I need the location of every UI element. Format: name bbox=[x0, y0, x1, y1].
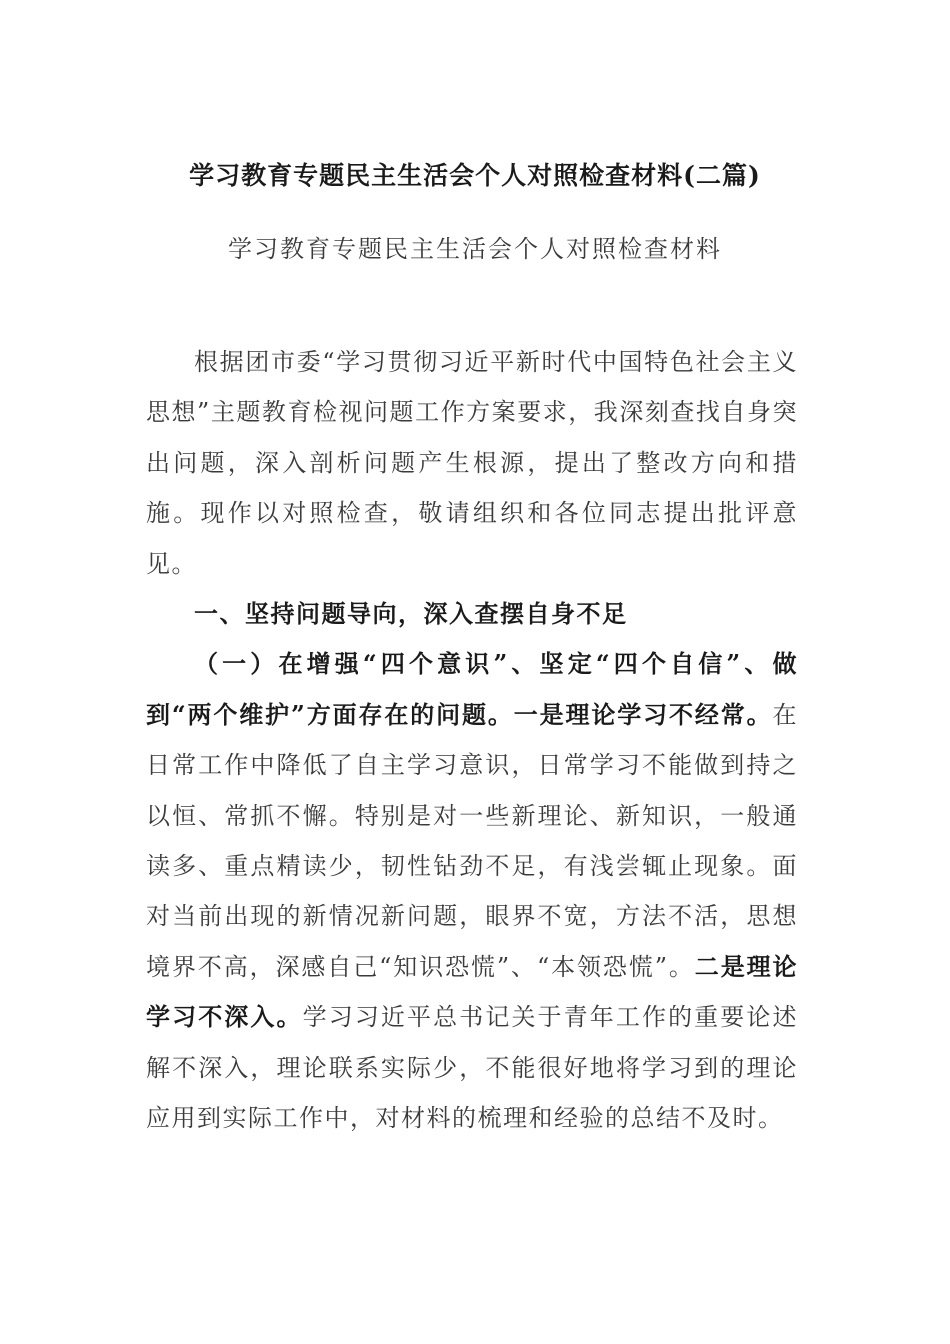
document-subtitle: 学习教育专题民主生活会个人对照检查材料 bbox=[228, 235, 722, 263]
subsection-heading: （一）在增强“四个意识”、坚定“四个自信”、做到“两个维护”方面存在的问题。 bbox=[146, 649, 798, 729]
section-heading: 一、坚持问题导向，深入查摆自身不足 bbox=[194, 599, 628, 629]
document-body bbox=[146, 337, 798, 1144]
point-1-text: 在日常工作中降低了自主学习意识，日常学习不能做到持之以恒、常抓不懈。特别是对一些新理论、新知识，一般通读多、重点精读少，韧性钻劲不足，有浅尝辄止现象。面对当前出现的新情况新问题，眼界不宽，方法不活，思想境界不高，深感自己“知识恐慌”、“本领恐慌”。 bbox=[146, 700, 799, 981]
document-title: 学习教育专题民主生活会个人对照检查材料(二篇) bbox=[189, 161, 761, 190]
subsection-paragraph bbox=[146, 639, 798, 1143]
point-2-title: 二是理论学习不深入。 bbox=[146, 951, 798, 1032]
point-1-title: 一是理论学习不经常。 bbox=[513, 699, 773, 729]
intro-paragraph: 根据团市委“学习贯彻习近平新时代中国特色社会主义思想”主题教育检视问题工作方案要求，我深刻查找自身突出问题，深入剖析问题产生根源，提出了整改方向和措施。现作以对照检查，敬请组织和各位同志提出批评意见。 bbox=[146, 348, 798, 578]
point-2-text: 学习习近平总书记关于青年工作的重要论述解不深入，理论联系实际少，不能很好地将学习到的理论应用到实际工作中，对材料的梳理和经验的总结不及时。 bbox=[146, 1003, 798, 1133]
